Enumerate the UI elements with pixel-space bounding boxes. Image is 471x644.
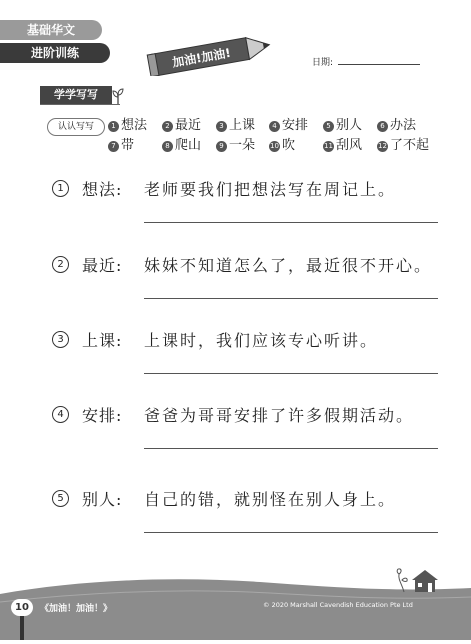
vocab-item: 4 安排 [269, 118, 308, 134]
exercise-sentence: 自己的错，就别怪在别人身上。 [144, 490, 397, 509]
exercise-word: 别人: [82, 490, 123, 509]
pencil-banner [146, 32, 276, 80]
exercise-number: 1 [52, 180, 69, 197]
vocab-item: 10 吹 [270, 138, 296, 153]
vocab-item: 12 了不起 [378, 138, 430, 153]
exercise-sentence: 爸爸为哥哥安排了许多假期活动。 [144, 406, 415, 425]
series-title-tab: 基础华文 [0, 20, 102, 40]
vocab-item: 6 办法 [377, 118, 416, 134]
page-number: 10 [11, 599, 33, 616]
section-underline [40, 104, 120, 105]
writing-line[interactable] [144, 222, 438, 223]
exercise-word: 想法: [82, 180, 123, 199]
subtitle-tab: 进阶训练 [0, 43, 110, 63]
vocab-item: 9 一朵 [216, 138, 255, 154]
banner-text: 加油!加油! [171, 45, 232, 70]
copyright: © 2020 Marshall Cavendish Education Pte Ltd [263, 601, 413, 609]
date-label: 日期: [312, 58, 334, 68]
exercise-number: 2 [52, 256, 69, 273]
vocab-item: 11 刮风 [324, 138, 363, 153]
writing-line[interactable] [144, 448, 438, 449]
vocab-item: 1 想法 [108, 118, 147, 134]
vocab-item: 3 上课 [216, 118, 255, 134]
vocab-item: 2 最近 [162, 118, 201, 134]
section-title: 学学写写 [40, 86, 112, 104]
exercise-word: 安排: [82, 406, 123, 425]
vocab-item: 7 带 [108, 138, 134, 154]
house-icon [396, 566, 440, 598]
exercise-word: 最近: [82, 256, 123, 275]
writing-line[interactable] [144, 532, 438, 533]
exercise-sentence: 妹妹不知道怎么了，最近很不开心。 [144, 256, 433, 275]
exercise-word: 上课: [82, 331, 123, 350]
exercise-number: 5 [52, 490, 69, 507]
page-title: 《加油！加油！》 [40, 604, 113, 614]
exercise-number: 4 [52, 406, 69, 423]
exercise-sentence: 老师要我们把想法写在周记上。 [144, 180, 397, 199]
sprout-icon [112, 88, 124, 108]
vocab-badge: 认认写写 [47, 118, 105, 136]
writing-line[interactable] [144, 298, 438, 299]
vocab-item: 5 别人 [323, 118, 362, 134]
exercise-number: 3 [52, 331, 69, 348]
date-line [338, 64, 420, 65]
writing-line[interactable] [144, 373, 438, 374]
exercise-sentence: 上课时，我们应该专心听讲。 [144, 331, 379, 350]
vocab-item: 8 爬山 [162, 138, 201, 154]
